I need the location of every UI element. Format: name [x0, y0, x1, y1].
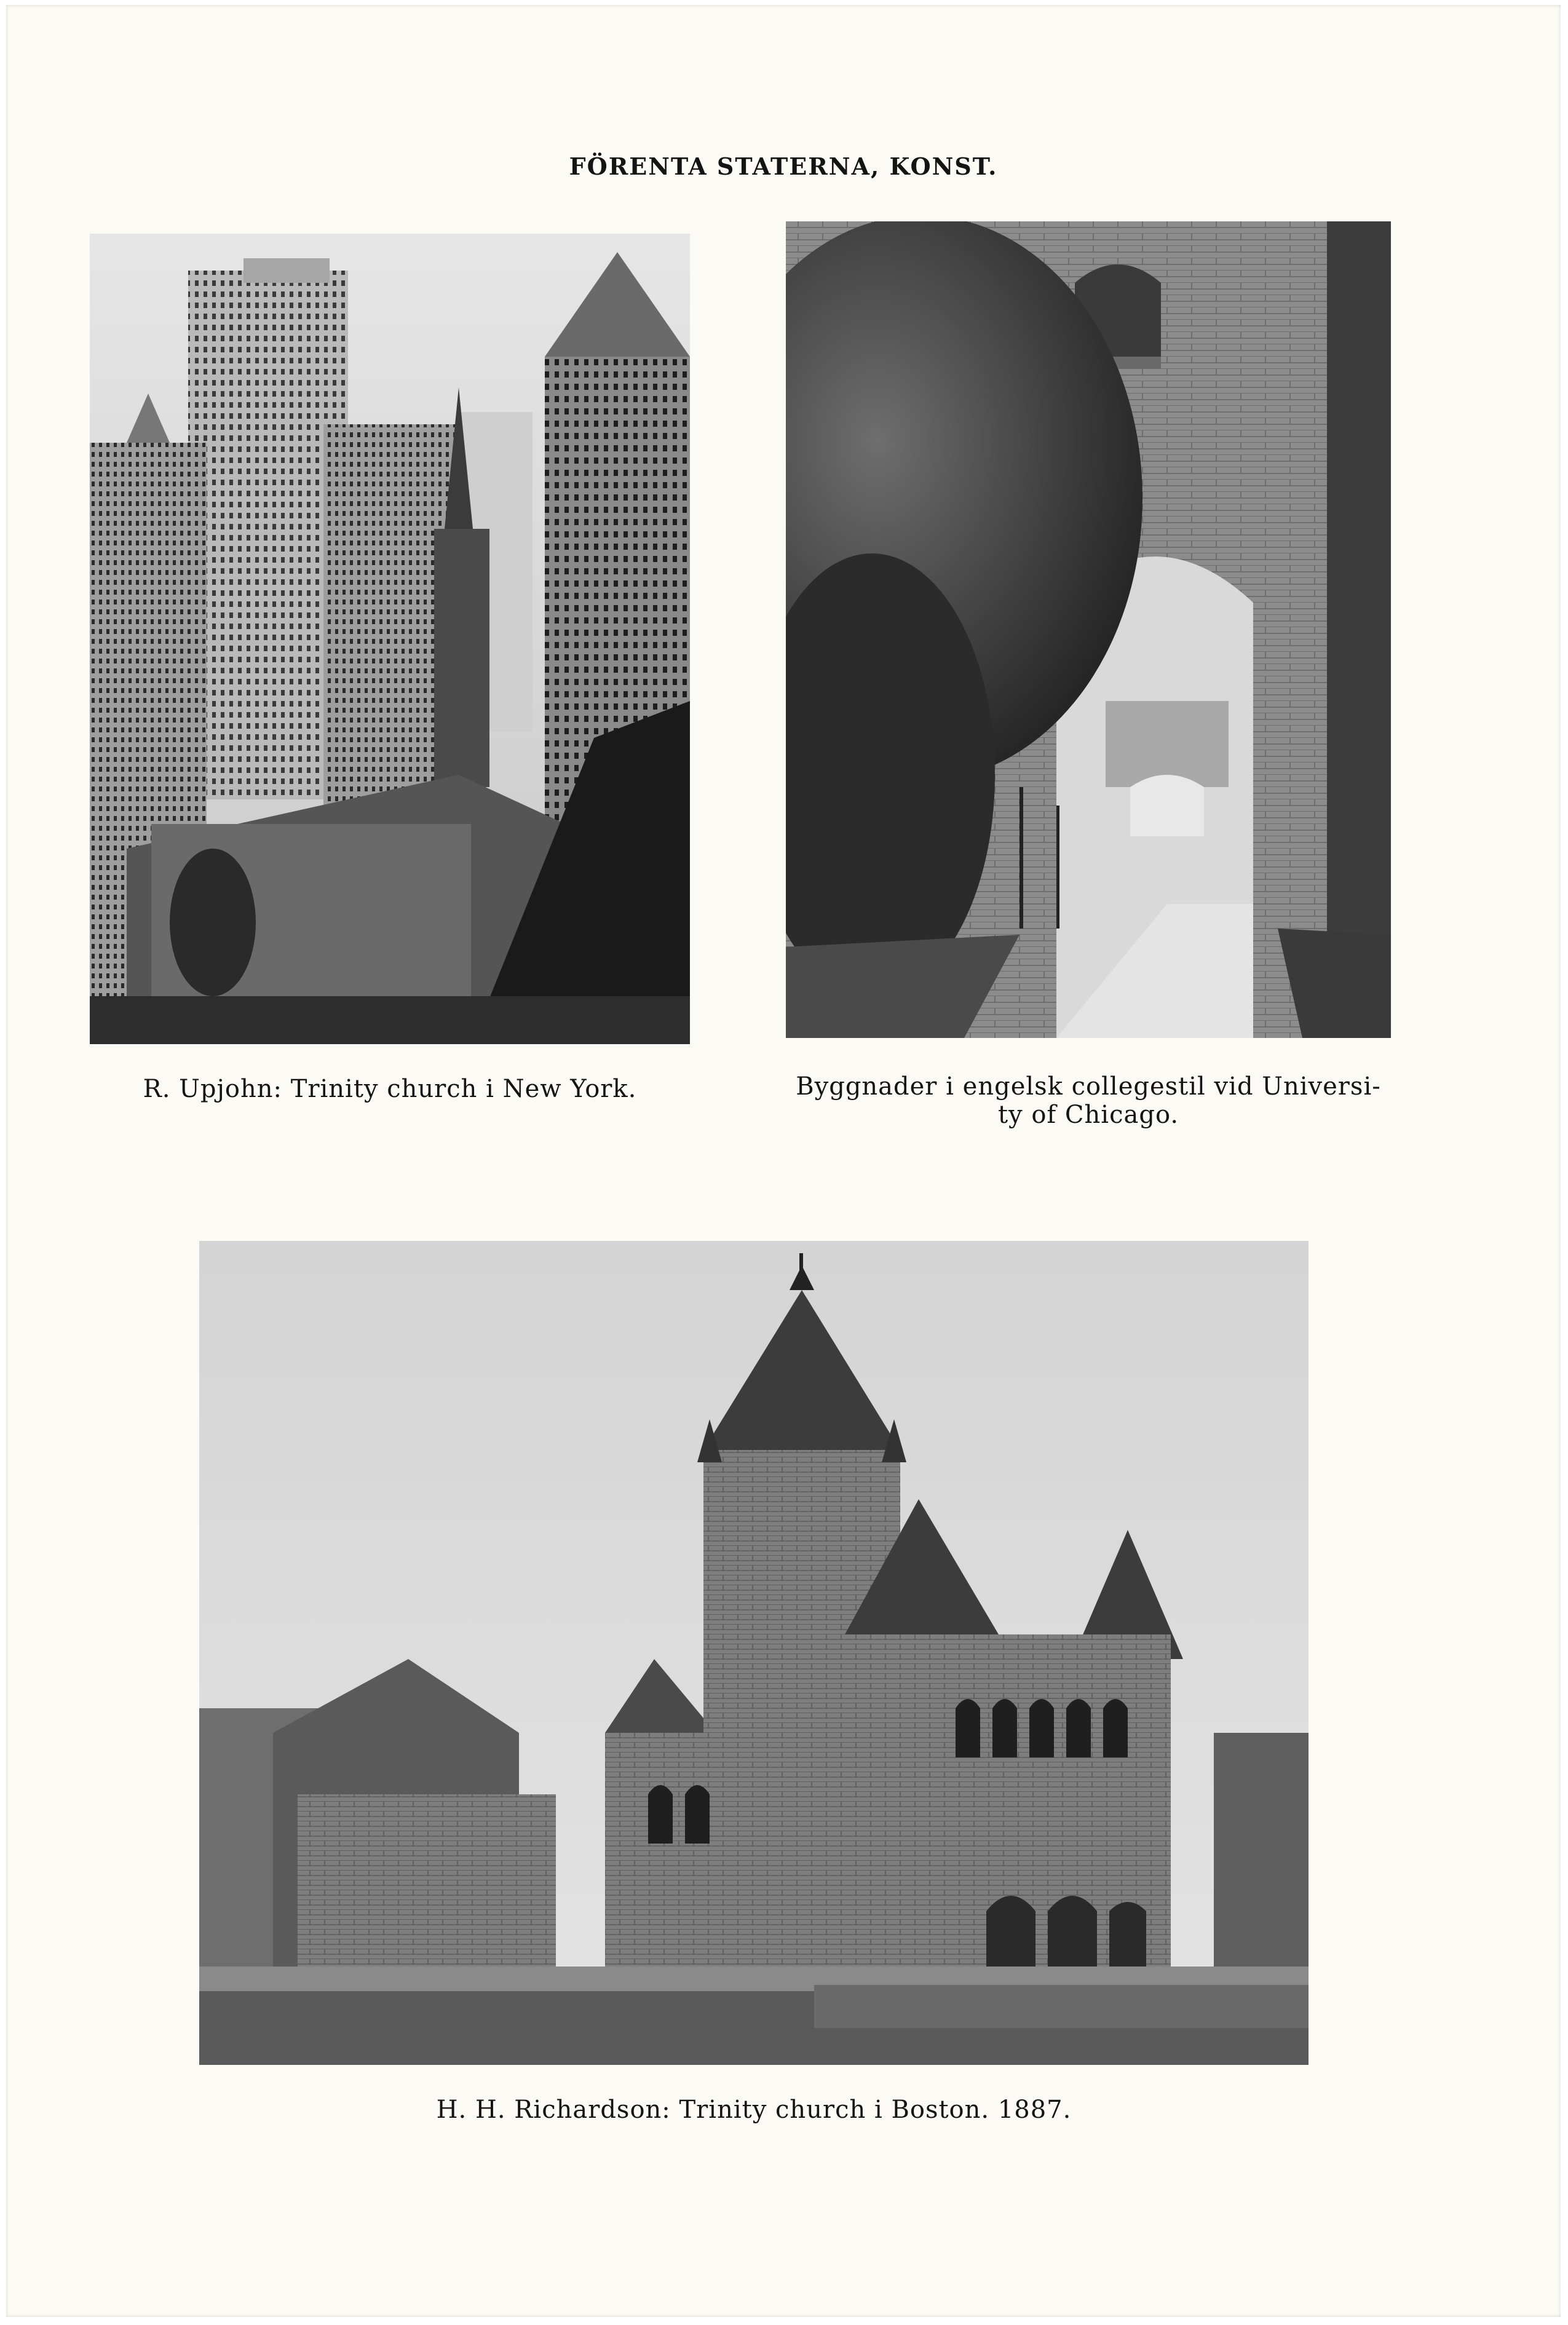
caption-line-1: Byggnader i engelsk collegestil vid Universi- — [796, 1072, 1381, 1101]
photo-trinity-church-boston — [199, 1241, 1309, 2065]
photo-university-of-chicago-image — [786, 221, 1391, 1038]
caption-trinity-church-new-york — [90, 1075, 690, 1103]
photo-trinity-church-new-york — [90, 234, 690, 1044]
caption-text: R. Upjohn: Trinity church i New York. — [143, 1075, 637, 1103]
caption-trinity-church-boston — [199, 2096, 1309, 2124]
page-sheet — [6, 5, 1561, 2317]
caption-text: H. H. Richardson: Trinity church i Boston. 1887. — [436, 2096, 1072, 2124]
photo-trinity-church-boston-image — [199, 1241, 1309, 2065]
running-title: FÖRENTA STATERNA, KONST. — [569, 152, 998, 180]
photo-trinity-church-new-york-image — [90, 234, 690, 1044]
caption-line-2: ty of Chicago. — [997, 1101, 1179, 1129]
photo-university-of-chicago — [786, 221, 1391, 1038]
caption-university-of-chicago — [769, 1072, 1408, 1129]
